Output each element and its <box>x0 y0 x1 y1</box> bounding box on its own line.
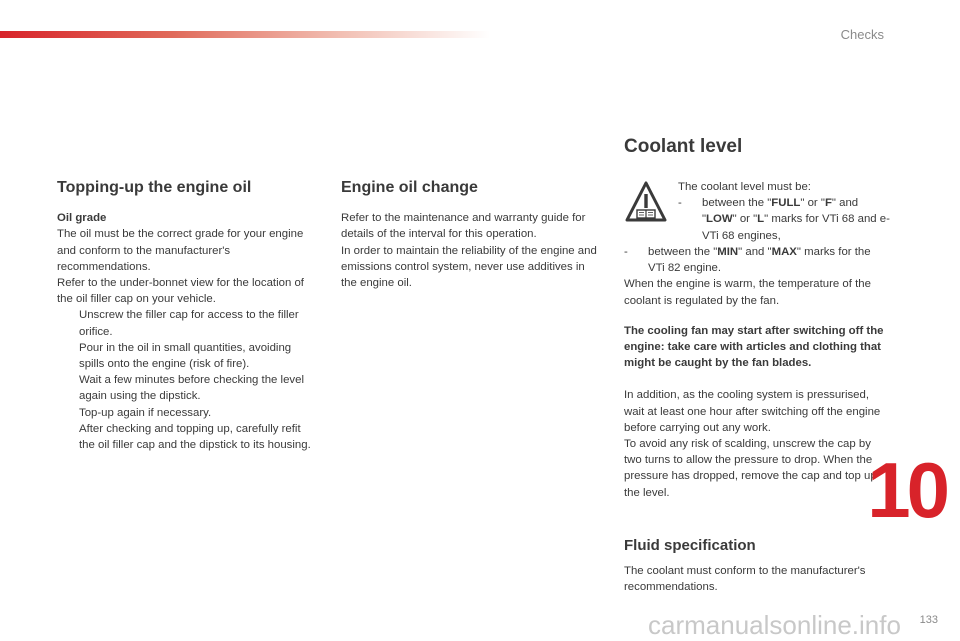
oil-change-para-2: In order to maintain the reliability of the engine and emissions control system, never use additives in the engine oil. <box>341 244 597 290</box>
oil-change-para-1: Refer to the maintenance and warranty guide for details of the interval for this operation. <box>341 212 586 241</box>
header-accent-bar <box>0 31 490 38</box>
fluid-spec-title: Fluid specification <box>624 537 756 554</box>
manual-warning-icon <box>625 180 667 224</box>
chapter-number: 10 <box>867 446 946 534</box>
coolant-title: Coolant level <box>624 136 743 157</box>
coolant-level-item-2: - between the "MIN" and "MAX" marks for the VTi 82 engine. <box>624 246 871 275</box>
list-item: Wait a few minutes before checking the level again using the dipstick. <box>79 374 304 403</box>
fluid-spec-section <box>624 538 890 596</box>
oil-grade-intro: The oil must be the correct grade for your engine and conform to the manufacturer's recommendations. <box>57 228 304 273</box>
oil-change-title: Engine oil change <box>341 179 478 196</box>
oil-topping-steps <box>57 307 315 453</box>
section-label: Checks <box>840 27 884 42</box>
coolant-section <box>624 136 890 157</box>
topping-up-title: Topping-up the engine oil <box>57 179 252 196</box>
list-item: Top-up again if necessary. <box>79 406 212 419</box>
coolant-intro-text: The coolant level must be: <box>678 181 811 193</box>
coolant-level-intro <box>678 179 890 244</box>
oil-change-section <box>341 180 599 291</box>
oil-grade-subtitle: Oil grade <box>57 212 107 225</box>
topping-up-section <box>57 180 315 453</box>
watermark: carmanualsonline.info <box>648 610 901 640</box>
page-number: 133 <box>919 614 938 626</box>
pressure-warning-1: In addition, as the cooling system is pressurised, wait at least one hour after switching off the engine before carrying out any work. <box>624 389 881 434</box>
coolant-level-item-1: - between the "FULL" or "F" and "LOW" or "L" marks for VTi 68 and e-VTi 68 engines, <box>678 197 890 242</box>
cooling-fan-warning: The cooling fan may start after switching off the engine: take care with articles and clothing that might be caught by the fan blades. <box>624 324 884 370</box>
pressure-warning-2: To avoid any risk of scalding, unscrew the cap by two turns to allow the pressure to drop. When the pressure has dropped, remove the cap and top up the level. <box>624 438 877 499</box>
coolant-warm-text: When the engine is warm, the temperature of the coolant is regulated by the fan. <box>624 278 871 307</box>
list-item: Unscrew the filler cap for access to the filler orifice. <box>79 309 299 338</box>
coolant-level-details <box>624 244 890 501</box>
list-item: Pour in the oil in small quantities, avoiding spills onto the engine (risk of fire). <box>79 341 292 371</box>
oil-filler-location: Refer to the under-bonnet view for the location of the oil filler cap on your vehicle. <box>57 277 304 306</box>
list-item: After checking and topping up, carefully refit the oil filler cap and the dipstick to its housing. <box>79 422 311 452</box>
fluid-spec-text: The coolant must conform to the manufacturer's recommendations. <box>624 565 866 594</box>
